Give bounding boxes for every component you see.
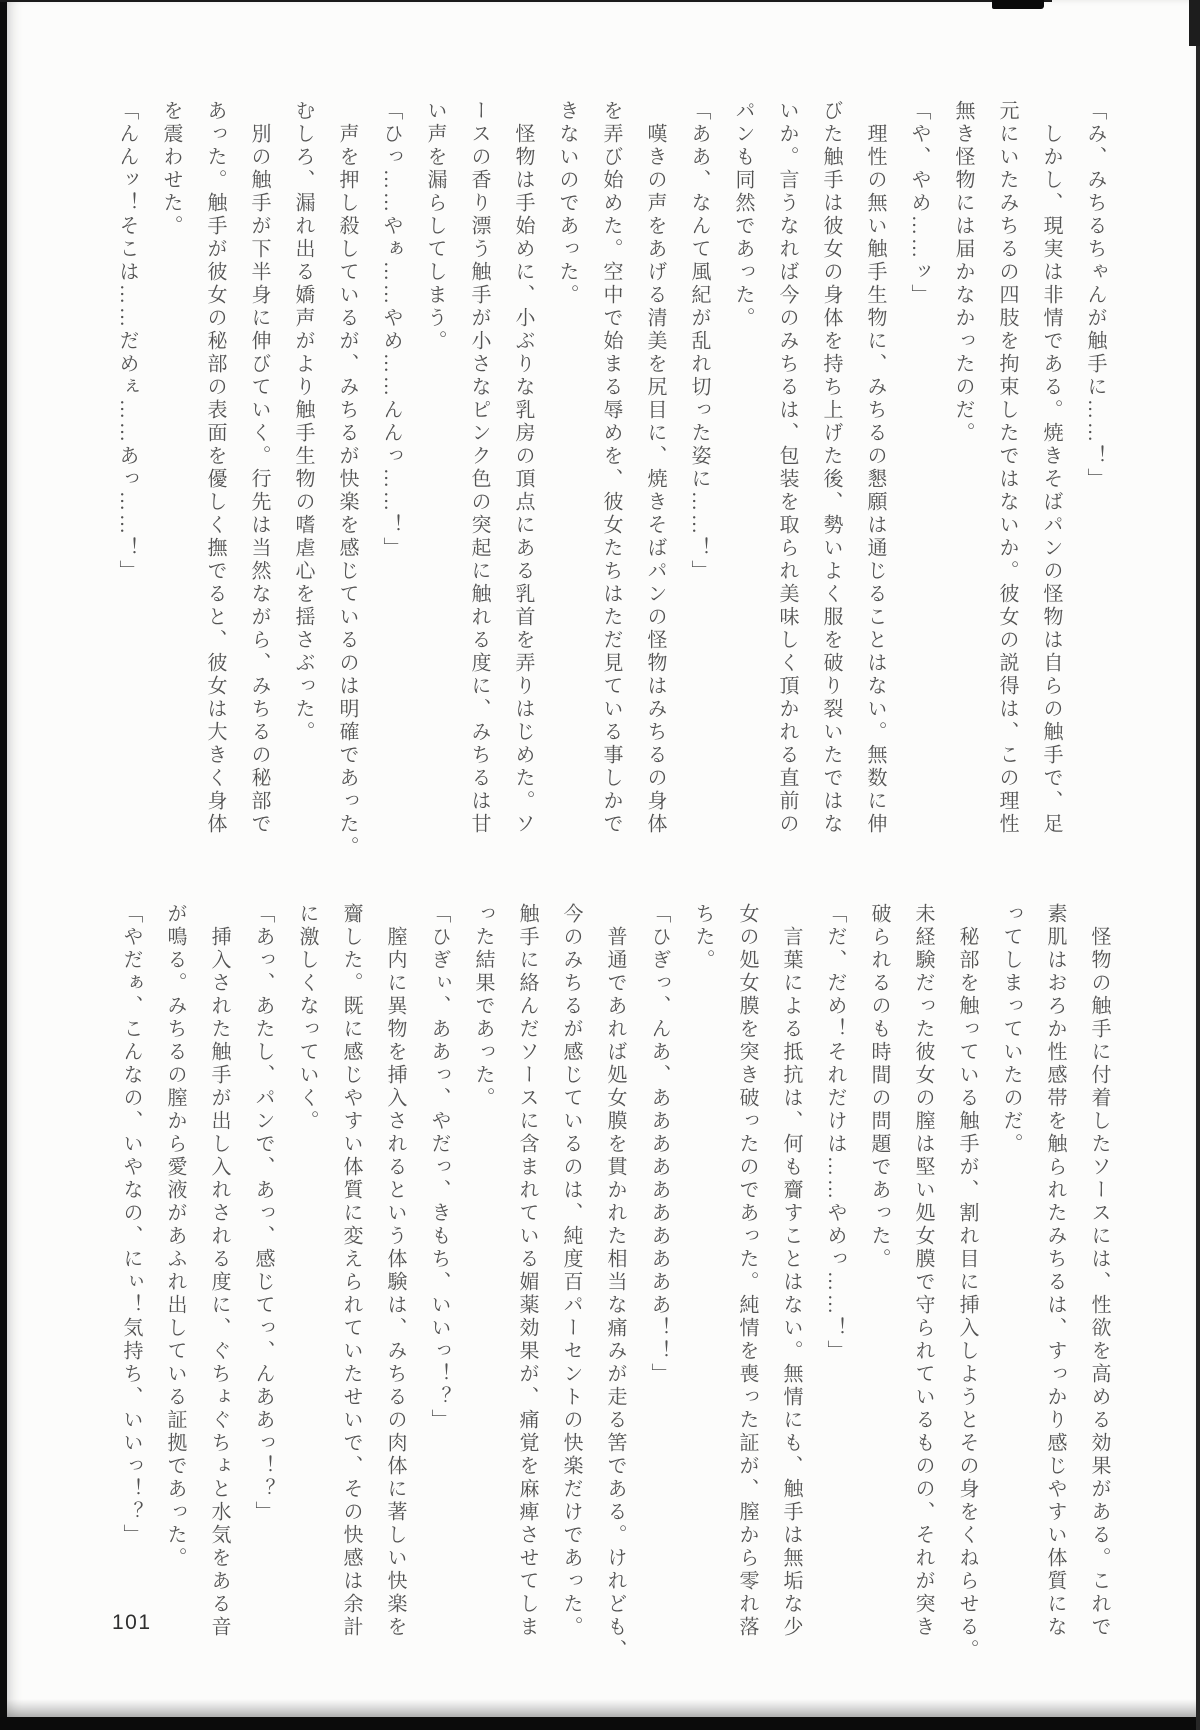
text-column: むしろ、漏れ出る嬌声がより触手生物の嗜虐心を揺さぶった。 <box>292 100 314 744</box>
text-column: 怪物は手始めに、小ぶりな乳房の頂点にある乳首を弄りはじめた。ソ <box>512 100 534 836</box>
page-number: 101 <box>112 1611 152 1634</box>
text-column: 秘部を触っている触手が、割れ目に挿入しようとその身をくねらせる。 <box>956 903 978 1662</box>
scan-artifact-top <box>992 0 1044 9</box>
text-column: 怪物の触手に付着したソースには、性欲を高める効果がある。これで <box>1088 903 1110 1639</box>
text-column: 嘆きの声をあげる清美を尻目に、焼きそばパンの怪物はみちるの身体 <box>644 100 666 836</box>
text-column: 普通であれば処女膜を貫かれた相当な痛みが走る筈である。けれども、 <box>604 903 626 1662</box>
text-column: パンも同然であった。 <box>732 100 754 330</box>
text-column: びた触手は彼女の身体を持ち上げた後、勢いよく服を破り裂いたではな <box>820 100 842 836</box>
text-column: い声を漏らしてしまう。 <box>424 100 446 353</box>
text-column: 触手に絡んだソースに含まれている媚薬効果が、痛覚を麻痺させてしま <box>516 903 538 1639</box>
text-column: いか。言うなれば今のみちるは、包装を取られ美味しく頂かれる直前の <box>776 100 798 836</box>
text-column: 「み、みちるちゃんが触手に……！」 <box>1084 100 1106 491</box>
text-column: 「ひっ……やぁ……やめ……んんっ……！」 <box>380 100 402 560</box>
text-column: ースの香り漂う触手が小さなピンク色の突起に触れる度に、みちるは甘 <box>468 100 490 836</box>
scan-artifact-top-right <box>1189 0 1200 46</box>
text-column: 声を押し殺しているが、みちるが快楽を感じているのは明確であった。 <box>336 100 358 859</box>
text-column: 理性の無い触手生物に、みちるの懇願は通じることはない。無数に伸 <box>864 100 886 836</box>
text-column: 「んんッ！そこは……だめぇ……あっ……！」 <box>116 100 138 583</box>
scan-edge-right <box>1196 0 1200 1730</box>
text-column: きないのであった。 <box>556 100 578 307</box>
text-column: 「ひぎぃ、ああっ、やだっ、きもち、いいっ！？」 <box>428 903 450 1432</box>
text-column: が鳴る。みちるの膣から愛液があふれ出している証拠であった。 <box>164 903 186 1570</box>
text-column: 言葉による抵抗は、何も齎すことはない。無情にも、触手は無垢な少 <box>780 903 802 1639</box>
text-column: 元にいたみちるの四肢を拘束したではないか。彼女の説得は、この理性 <box>996 100 1018 836</box>
text-column: 「やだぁ、こんなの、いやなの、にぃ！気持ち、いいっ！？」 <box>120 903 142 1547</box>
scan-edge-bottom <box>0 1717 1200 1730</box>
top-text-block <box>103 100 1117 859</box>
text-column: しかし、現実は非情である。焼きそばパンの怪物は自らの触手で、足 <box>1040 100 1062 836</box>
scan-edge-left <box>0 0 7 1730</box>
text-column: った結果であった。 <box>472 903 494 1110</box>
text-column: 「や、やめ……ッ」 <box>908 100 930 307</box>
text-column: 今のみちるが感じているのは、純度百パーセントの快楽だけであった。 <box>560 903 582 1639</box>
text-column: 齎した。既に感じやすい体質に変えられていたせいで、その快感は余計 <box>340 903 362 1639</box>
text-column: 「ああ、なんて風紀が乱れ切った姿に……！」 <box>688 100 710 583</box>
text-column: 別の触手が下半身に伸びていく。行先は当然ながら、みちるの秘部で <box>248 100 270 836</box>
text-column: 素肌はおろか性感帯を触られたみちるは、すっかり感じやすい体質にな <box>1044 903 1066 1639</box>
text-column: 未経験だった彼女の膣は堅い処女膜で守られているものの、それが突き <box>912 903 934 1639</box>
text-column: ってしまっていたのだ。 <box>1000 903 1022 1156</box>
text-column: ちた。 <box>692 903 714 972</box>
scan-shadow-bottom <box>0 1699 1200 1717</box>
text-column: 挿入された触手が出し入れされる度に、ぐちょぐちょと水気をある音 <box>208 903 230 1639</box>
text-column: 「ひぎっ、んあ、ああああああああああ！！」 <box>648 903 670 1386</box>
text-column: 破られるのも時間の問題であった。 <box>868 903 890 1271</box>
text-column: 「だ、だめ！それだけは……やめっ……！」 <box>824 903 846 1363</box>
text-column: を弄び始めた。空中で始まる辱めを、彼女たちはただ見ている事しかで <box>600 100 622 836</box>
text-column: 膣内に異物を挿入されるという体験は、みちるの肉体に著しい快楽を <box>384 903 406 1639</box>
text-column: 無き怪物には届かなかったのだ。 <box>952 100 974 445</box>
text-column: に激しくなっていく。 <box>296 903 318 1133</box>
text-column: 「あっ、あたし、パンで、あっ、感じてっ、んああっ！？」 <box>252 903 274 1524</box>
bottom-text-block <box>107 903 1121 1662</box>
text-column: を震わせた。 <box>160 100 182 238</box>
text-column: あった。触手が彼女の秘部の表面を優しく撫でると、彼女は大きく身体 <box>204 100 226 836</box>
text-column: 女の処女膜を突き破ったのであった。純情を喪った証が、膣から零れ落 <box>736 903 758 1639</box>
scan-edge-top <box>0 0 1052 2</box>
